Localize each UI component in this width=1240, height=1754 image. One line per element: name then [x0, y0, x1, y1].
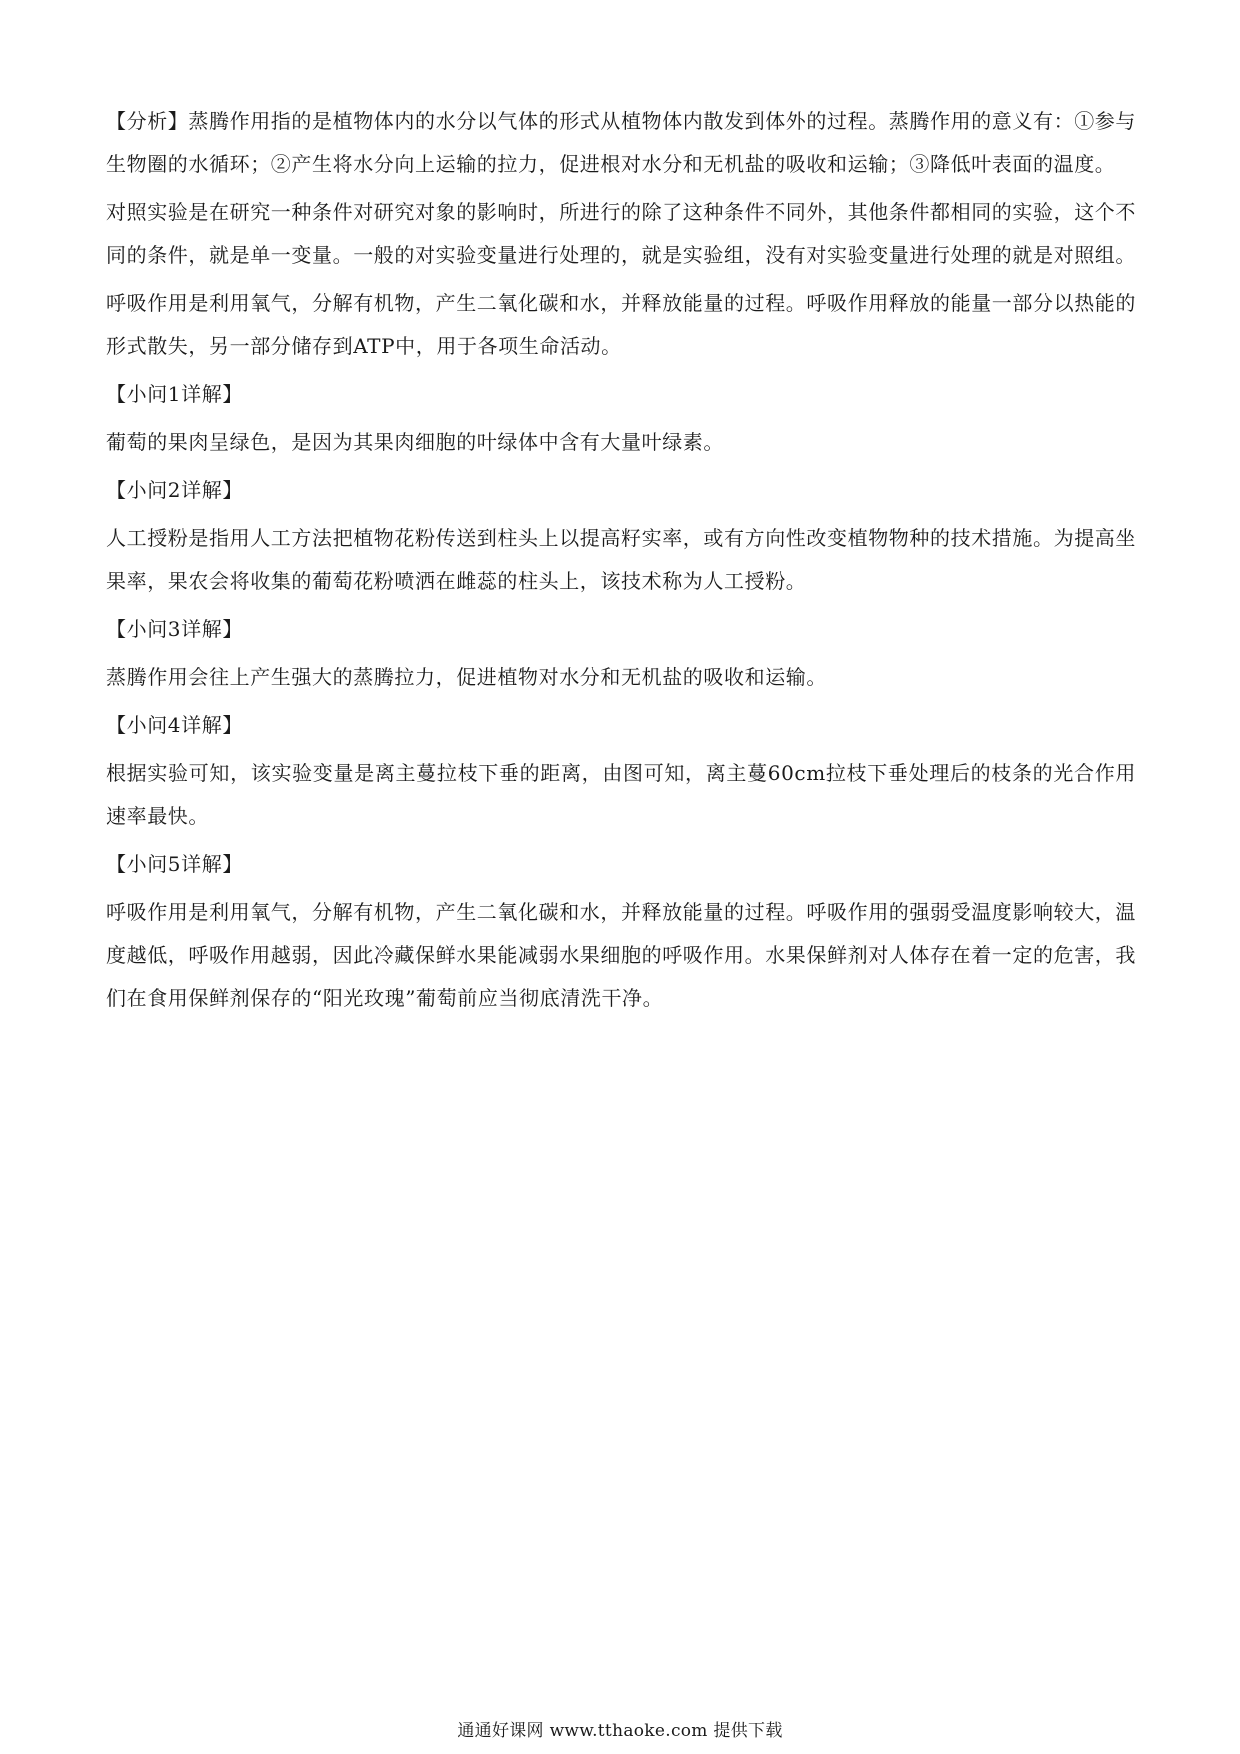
analysis-paragraph-3: 呼吸作用是利用氧气，分解有机物，产生二氧化碳和水，并释放能量的过程。呼吸作用释放的能量一部分以热能的形式散失，另一部分储存到ATP中，用于各项生命活动。 — [106, 291, 1136, 358]
q2-body: 人工授粉是指用人工方法把植物花粉传送到柱头上以提高籽实率，或有方向性改变植物物种的技术措施。为提高坐果率，果农会将收集的葡萄花粉喷洒在雌蕊的柱头上，该技术称为人工授粉。 — [106, 526, 1136, 593]
q3-body: 蒸腾作用会往上产生强大的蒸腾拉力，促进植物对水分和无机盐的吸收和运输。 — [106, 665, 827, 689]
document-body — [106, 100, 1136, 1020]
q5-heading: 【小问5详解】 — [106, 852, 243, 876]
analysis-paragraph-2: 对照实验是在研究一种条件对研究对象的影响时，所进行的除了这种条件不同外，其他条件都相同的实验，这个不同的条件，就是单一变量。一般的对实验变量进行处理的，就是实验组，没有对实验变量进行处理的就是对照组。 — [106, 200, 1136, 267]
q5-body: 呼吸作用是利用氧气，分解有机物，产生二氧化碳和水，并释放能量的过程。呼吸作用的强弱受温度影响较大，温度越低，呼吸作用越弱，因此冷藏保鲜水果能减弱水果细胞的呼吸作用。水果保鲜剂对人体存在着一定的危害，我们在食用保鲜剂保存的“阳光玫瑰”葡萄前应当彻底清洗干净。 — [106, 900, 1136, 1010]
q4-heading: 【小问4详解】 — [106, 713, 243, 737]
q1-heading: 【小问1详解】 — [106, 382, 243, 406]
q3-heading: 【小问3详解】 — [106, 617, 243, 641]
analysis-paragraph-1: 【分析】蒸腾作用指的是植物体内的水分以气体的形式从植物体内散发到体外的过程。蒸腾作用的意义有：①参与生物圈的水循环；②产生将水分向上运输的拉力，促进根对水分和无机盐的吸收和运输；③降低叶表面的温度。 — [106, 109, 1136, 176]
q4-body: 根据实验可知，该实验变量是离主蔓拉枝下垂的距离，由图可知，离主蔓60cm拉枝下垂处理后的枝条的光合作用速率最快。 — [106, 761, 1136, 828]
page-footer: 通通好课网 www.tthaoke.com 提供下载 — [457, 1721, 783, 1741]
q1-body: 葡萄的果肉呈绿色，是因为其果肉细胞的叶绿体中含有大量叶绿素。 — [106, 430, 724, 454]
q2-heading: 【小问2详解】 — [106, 478, 243, 502]
